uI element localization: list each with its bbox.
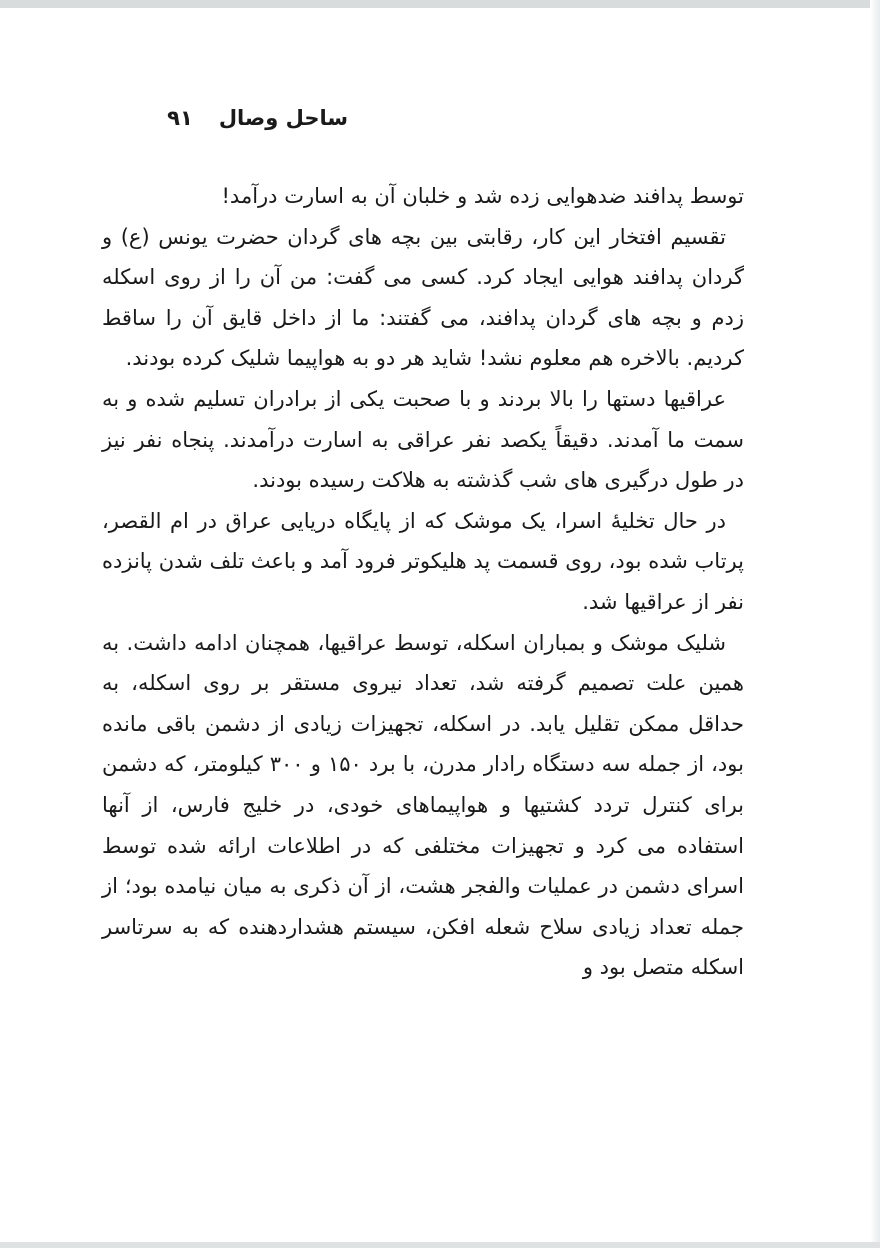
paragraph: تقسیم افتخار این کار، رقابتی بین بچه های گردان حضرت یونس (ع) و گردان پدافند هوایی ایجاد کرد. کسی می گفت: من آن را از روی اسکله زدم و بچه های گردان پدافند، می گفتند: ما از داخل قایق آن را ساقط کردیم. بالاخره هم معلوم نشد! شاید هر دو به هواپیما شلیک کرده بودند. <box>102 224 744 371</box>
paragraph: توسط پدافند ضدهوایی زده شد و خلبان آن به اسارت درآمد! <box>221 184 744 208</box>
paragraph: عراقیها دستها را بالا بردند و با صحبت یکی از برادران تسلیم شده و به سمت ما آمدند. دقیقاً یکصد نفر عراقی به اسارت درآمدند. پنجاه نفر نیز در طول درگیری های شب گذشته به هلاکت رسیده بودند. <box>102 386 744 493</box>
scan-top-edge <box>0 0 880 8</box>
page-header <box>148 100 348 136</box>
paragraph: شلیک موشک و بمباران اسکله، توسط عراقیها، همچنان ادامه داشت. به همین علت تصمیم گرفته شد، تعداد نیروی مستقر بر روی اسکله، به حداقل ممکن تقلیل یابد. در اسکله، تجهیزات زیادی از دشمن باقی مانده بود، از جمله سه دستگاه رادار مدرن، با برد ۱۵۰ و ۳۰۰ کیلومتر، که دشمن برای کنترل تردد کشتیها و هواپیماهای خودی، در خلیج فارس، از آنها استفاده می کرد و تجهیزات مختلفی که در اطلاعات ارائه شده توسط اسرای دشمن در عملیات والفجر هشت، از آن ذکری به میان نیامده بود؛ از جمله تعداد زیادی سلاح شعله افکن، سیستم هشداردهنده که به سرتاسر اسکله متصل بود و <box>102 630 744 980</box>
body-text <box>102 176 744 988</box>
paragraph: در حال تخلیهٔ اسرا، یک موشک که از پایگاه دریایی عراق در ام القصر، پرتاب شده بود، روی قسمت پد هلیکوتر فرود آمد و باعث تلف شدن پانزده نفر از عراقیها شد. <box>102 508 744 614</box>
page-number: ۹۱ <box>167 106 193 130</box>
scan-bottom-edge <box>0 1242 880 1248</box>
scan-right-edge <box>870 0 880 1248</box>
running-title: ساحل وصال <box>218 106 348 130</box>
